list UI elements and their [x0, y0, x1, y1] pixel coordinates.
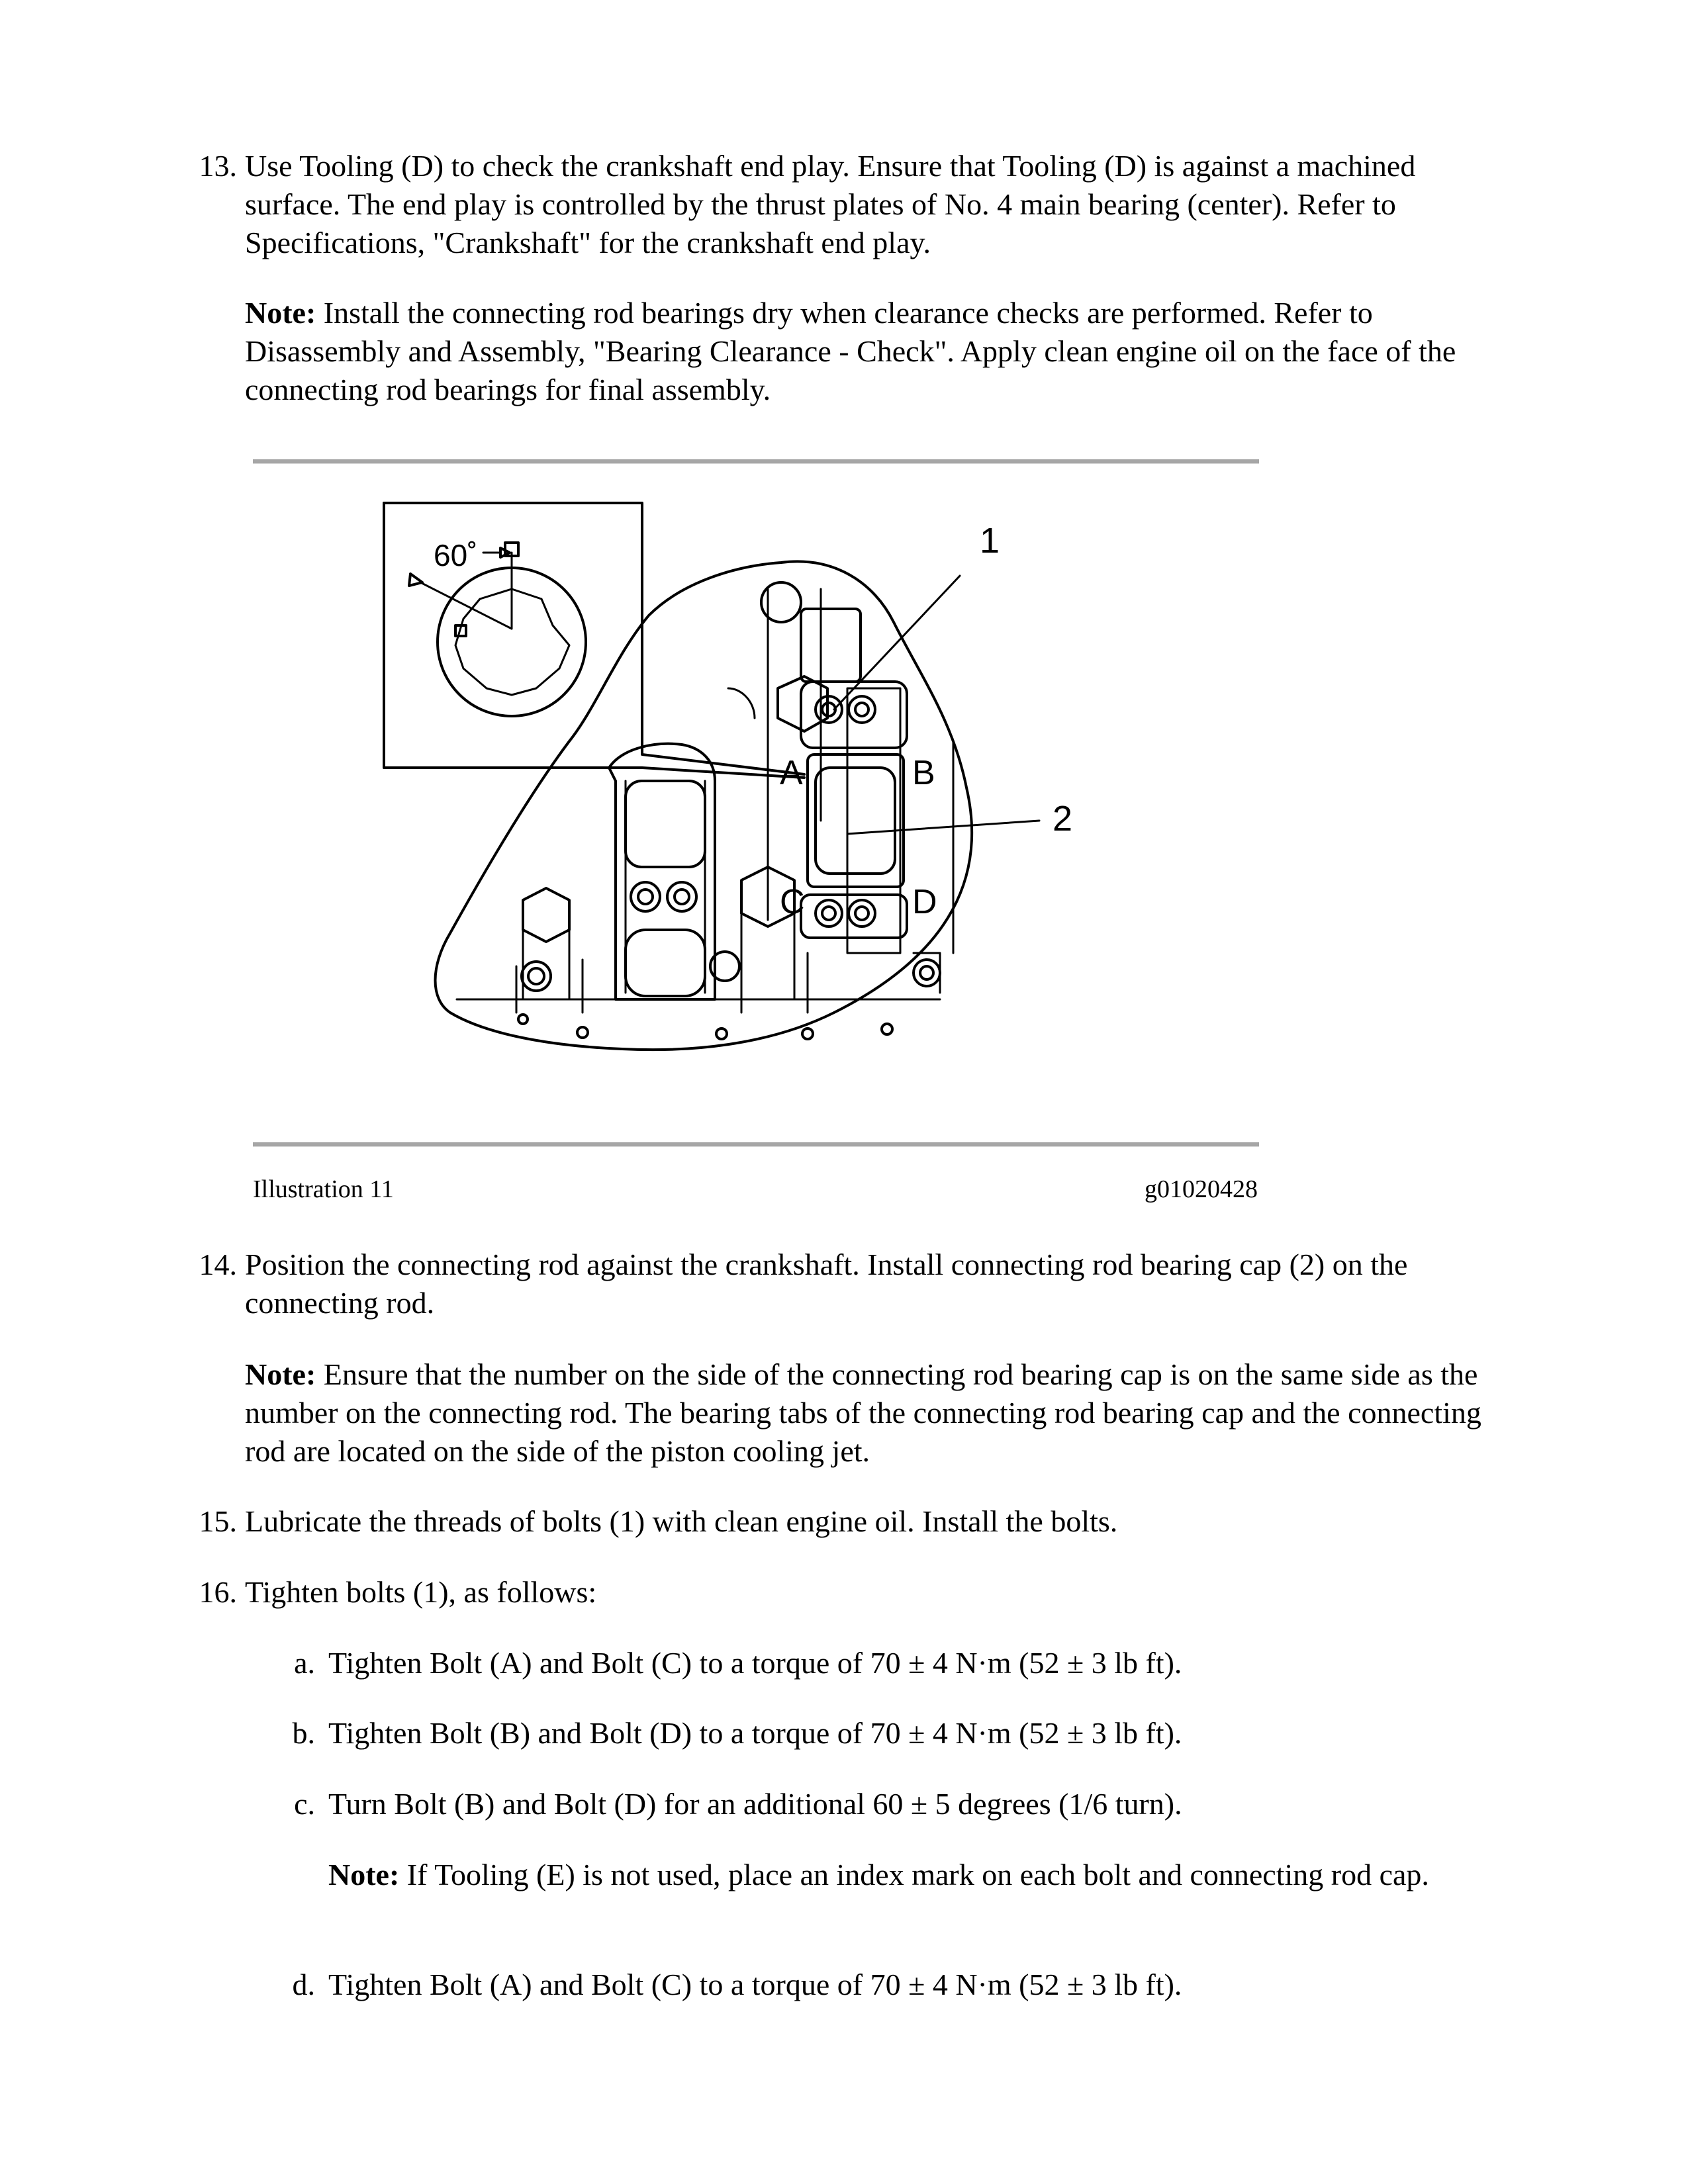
illustration-caption: Illustration 11: [253, 1175, 394, 1203]
step-number: 13.: [199, 149, 237, 183]
note-label: Note:: [245, 1357, 316, 1391]
callout-bolt-b: B: [912, 754, 935, 792]
step-number: 16.: [199, 1575, 237, 1609]
callout-1: 1: [980, 521, 1000, 561]
callout-bolt-c: C: [780, 883, 805, 921]
step-text: Tighten bolts (1), as follows:: [245, 1575, 597, 1609]
step-text: Lubricate the threads of bolts (1) with clean engine oil. Install the bolts.: [245, 1504, 1118, 1538]
illustration-code: g01020428: [1145, 1175, 1258, 1203]
step-text: Position the connecting rod against the crankshaft. Install connecting rod bearing cap (2) on the connecting rod.: [245, 1248, 1408, 1320]
step-13-note: [245, 294, 1516, 409]
callout-bolt-d: D: [912, 883, 937, 921]
substep-text: Tighten Bolt (B) and Bolt (D) to a torque of 70 ± 4 N·m (52 ± 3 lb ft).: [328, 1716, 1182, 1750]
illustration-bottom-rule: [253, 1142, 1259, 1147]
callout-bolt-a: A: [780, 754, 803, 792]
connecting-rod-illustration: [371, 490, 1231, 1178]
step-number: 14.: [199, 1248, 237, 1281]
substep-text: Turn Bolt (B) and Bolt (D) for an additional 60 ± 5 degrees (1/6 turn).: [328, 1787, 1182, 1821]
step-14-note: [245, 1355, 1516, 1471]
step-text: Use Tooling (D) to check the crankshaft end play. Ensure that Tooling (D) is against a machined surface. The end play is controlled by the thrust plates of No. 4 main bearing (center). Refer to Specifications, "Crankshaft" for the crankshaft end play.: [245, 149, 1416, 259]
substep-text: Tighten Bolt (A) and Bolt (C) to a torque of 70 ± 4 N·m (52 ± 3 lb ft).: [328, 1646, 1182, 1680]
substep-letter: c.: [294, 1787, 315, 1821]
note-text: Install the connecting rod bearings dry when clearance checks are performed. Refer to Disassembly and Assembly, "Bearing Clearance - Check". Apply clean engine oil on the face of the connecting rod bearings for final assembly.: [245, 296, 1456, 406]
substep-letter: a.: [294, 1646, 315, 1680]
callout-angle: 60˚: [434, 538, 478, 572]
callout-2: 2: [1053, 799, 1073, 839]
note-label: Note:: [328, 1858, 400, 1891]
substep-letter: b.: [292, 1716, 315, 1750]
step-number: 15.: [199, 1504, 237, 1538]
substep-c-note: [328, 1856, 1493, 1894]
illustration-top-rule: [253, 459, 1259, 464]
substep-letter: d.: [292, 1968, 315, 2001]
note-text: If Tooling (E) is not used, place an index mark on each bolt and connecting rod cap.: [399, 1858, 1429, 1891]
note-label: Note:: [245, 296, 316, 330]
substep-text: Tighten Bolt (A) and Bolt (C) to a torque of 70 ± 4 N·m (52 ± 3 lb ft).: [328, 1968, 1182, 2001]
note-text: Ensure that the number on the side of the connecting rod bearing cap is on the same side as the number on the connecting rod. The bearing tabs of the connecting rod bearing cap and the connecting rod are located on the side of the piston cooling jet.: [245, 1357, 1481, 1468]
